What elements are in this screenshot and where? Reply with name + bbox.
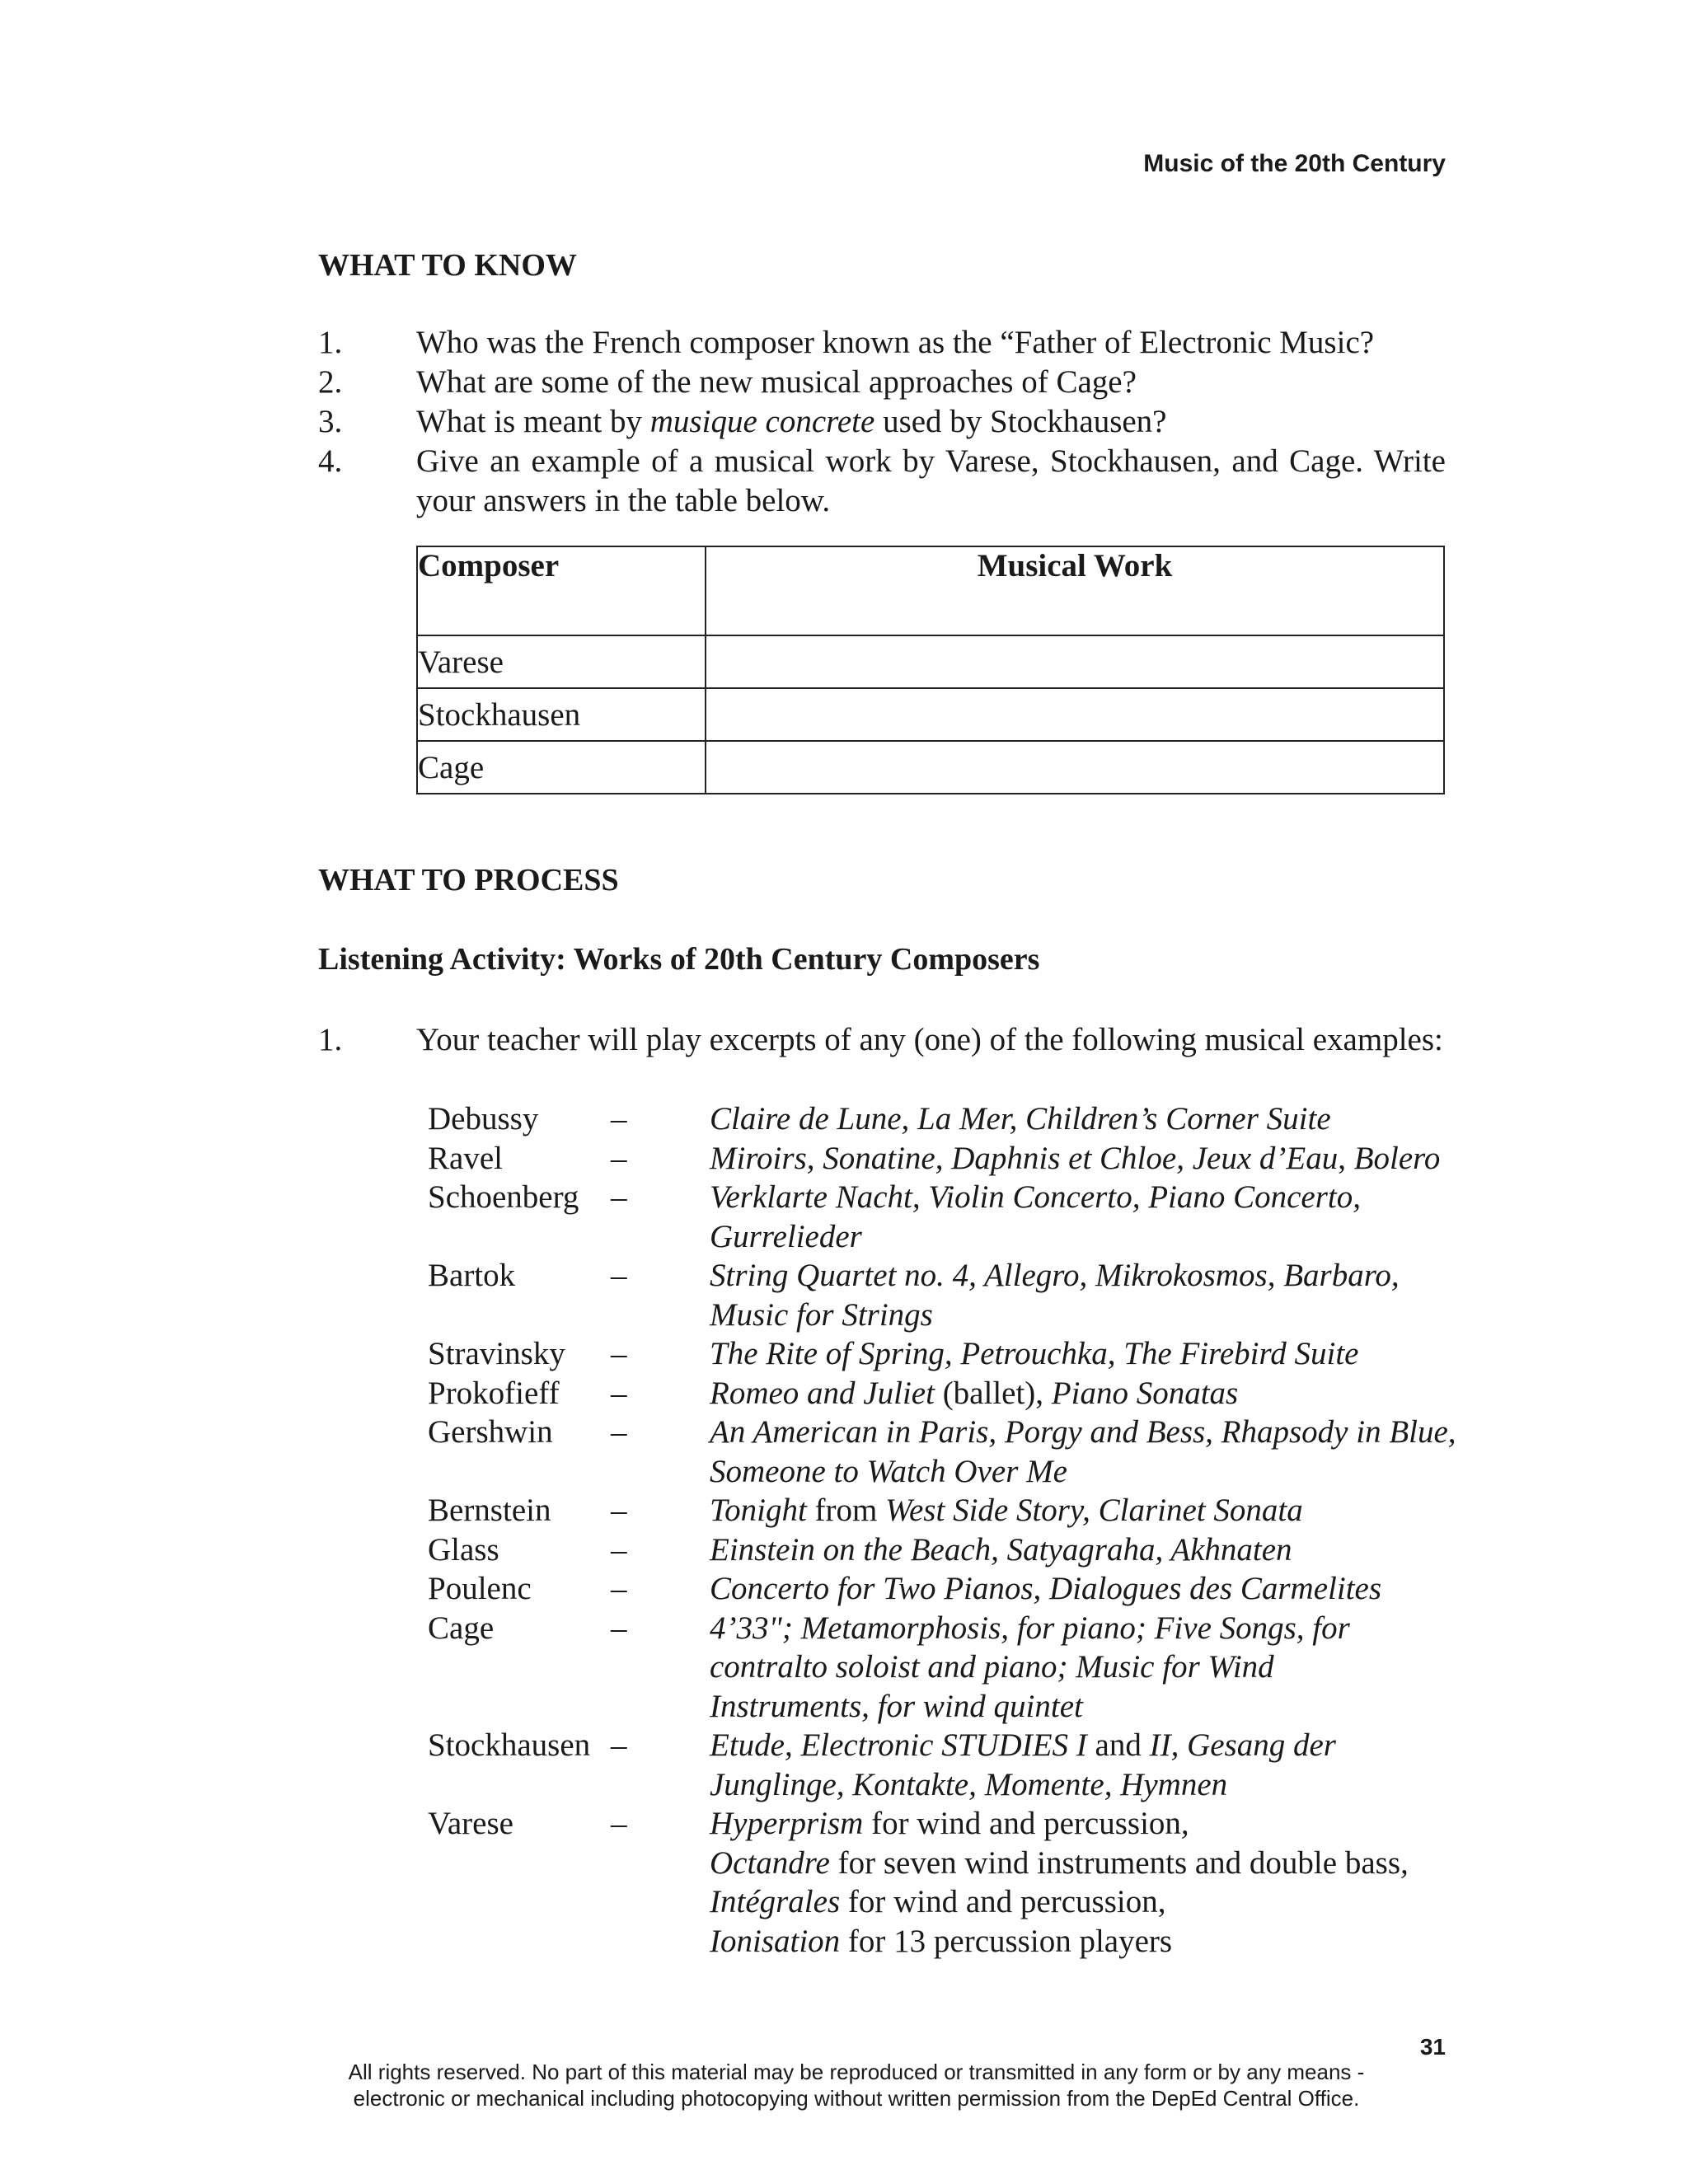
work-title-segment: 4’33"; Metamorphosis, for piano; Five Songs, for bbox=[710, 1610, 1350, 1646]
work-titles bbox=[710, 1609, 1450, 1727]
work-entry bbox=[428, 1178, 1450, 1256]
work-title-line bbox=[710, 1491, 1450, 1530]
work-title-segment: contralto soloist and piano; Music for Wind bbox=[710, 1649, 1274, 1685]
table-header-composer: Composer bbox=[417, 546, 706, 635]
work-title-line bbox=[710, 1452, 1456, 1492]
work-title-segment: West Side Story, Clarinet Sonata bbox=[885, 1493, 1303, 1528]
table-header-musical-work: Musical Work bbox=[706, 546, 1444, 635]
work-title-segment: String Quartet no. 4, Allegro, Mikrokosmos, Barbaro, bbox=[710, 1258, 1400, 1293]
work-composer: Glass bbox=[428, 1531, 499, 1568]
section-heading-what-to-process: WHAT TO PROCESS bbox=[318, 863, 619, 898]
question-item bbox=[318, 442, 1446, 521]
footer-line: electronic or mechanical including photocopying without written permission from the DepEd Central Office. bbox=[353, 2086, 1360, 2111]
work-titles bbox=[710, 1334, 1450, 1374]
work-title-segment: The Rite of Spring, Petrouchka, The Firebird Suite bbox=[710, 1336, 1359, 1371]
question-text: What are some of the new musical approaches of Cage? bbox=[416, 364, 1137, 400]
activity-title: Listening Activity: Works of 20th Century Composers bbox=[318, 942, 1040, 977]
work-titles bbox=[710, 1530, 1450, 1570]
table-cell-answer[interactable] bbox=[706, 635, 1444, 688]
work-title-line bbox=[710, 1178, 1450, 1217]
work-dash: – bbox=[611, 1571, 627, 1606]
work-title-segment: Octandre bbox=[710, 1844, 830, 1881]
section-heading-what-to-know: WHAT TO KNOW bbox=[318, 248, 577, 283]
work-title-line bbox=[710, 1609, 1450, 1648]
work-title-segment: , bbox=[1338, 1140, 1354, 1176]
work-title-segment: Gurrelieder bbox=[710, 1218, 862, 1254]
work-dash: – bbox=[611, 1140, 627, 1176]
work-title-segment: An American in Paris, Porgy and Bess, Rhapsody in Blue, bbox=[710, 1414, 1456, 1450]
work-title-segment: II, Gesang der bbox=[1149, 1727, 1336, 1763]
table-cell-answer[interactable] bbox=[706, 688, 1444, 741]
work-composer: Schoenberg bbox=[428, 1179, 579, 1215]
work-title-line bbox=[710, 1374, 1450, 1413]
work-title-segment: , bbox=[1400, 1844, 1409, 1881]
work-composer: Varese bbox=[428, 1806, 513, 1841]
work-title-segment: Romeo and Juliet bbox=[710, 1375, 935, 1411]
work-entry bbox=[428, 1569, 1450, 1609]
running-head: Music of the 20th Century bbox=[1143, 150, 1446, 177]
question-item bbox=[318, 363, 1446, 402]
work-title-segment: Bolero bbox=[1353, 1140, 1441, 1176]
work-title-line bbox=[710, 1647, 1450, 1687]
work-dash: – bbox=[611, 1806, 627, 1841]
instruction-number: 1. bbox=[318, 1022, 343, 1057]
work-composer: Stockhausen bbox=[428, 1727, 591, 1763]
work-title-segment: for wind and percussion, bbox=[840, 1884, 1166, 1919]
footer-line: All rights reserved. No part of this material may be reproduced or transmitted in any form or by any means - bbox=[348, 2060, 1365, 2084]
work-title-line bbox=[710, 1139, 1450, 1179]
work-title-line bbox=[710, 1099, 1450, 1139]
work-titles bbox=[710, 1726, 1450, 1804]
work-dash: – bbox=[611, 1610, 627, 1646]
work-title-segment: Intégrales bbox=[710, 1884, 841, 1919]
work-title-line bbox=[710, 1804, 1450, 1844]
table-cell-composer: Cage bbox=[417, 741, 706, 794]
work-entry bbox=[428, 1413, 1456, 1491]
work-entry bbox=[428, 1804, 1450, 1961]
work-title-line bbox=[710, 1296, 1450, 1335]
copyright-footer bbox=[0, 2059, 1688, 2111]
work-title-segment: (ballet), bbox=[934, 1375, 1052, 1411]
work-titles bbox=[710, 1491, 1450, 1530]
activity-instruction bbox=[318, 1020, 1544, 1060]
page-number: 31 bbox=[1419, 2034, 1446, 2060]
work-entry bbox=[428, 1099, 1450, 1139]
instruction-text: Your teacher will play excerpts of any (one) of the following musical examples: bbox=[416, 1022, 1443, 1057]
table-row bbox=[417, 688, 1444, 741]
work-titles bbox=[710, 1256, 1450, 1334]
work-dash: – bbox=[611, 1414, 627, 1450]
work-title-segment: from bbox=[806, 1493, 886, 1528]
work-dash: – bbox=[611, 1336, 627, 1371]
work-titles bbox=[710, 1178, 1450, 1256]
work-title-line bbox=[710, 1765, 1450, 1805]
work-title-line bbox=[710, 1530, 1450, 1570]
work-composer: Debussy bbox=[428, 1101, 539, 1137]
work-entry bbox=[428, 1256, 1450, 1334]
work-entry bbox=[428, 1726, 1450, 1804]
work-dash: – bbox=[611, 1101, 627, 1137]
work-composer: Gershwin bbox=[428, 1414, 553, 1450]
work-title-segment: Music for Strings bbox=[710, 1296, 933, 1333]
work-title-segment: Claire de Lune, La Mer, Children’s Corner Suite bbox=[710, 1101, 1331, 1137]
table-row bbox=[417, 635, 1444, 688]
question-item bbox=[318, 402, 1446, 442]
work-title-segment: Einstein on the Beach, Satyagraha, Akhnaten bbox=[710, 1531, 1292, 1568]
work-composer: Poulenc bbox=[428, 1571, 532, 1606]
work-title-segment: for wind and percussion bbox=[863, 1806, 1181, 1841]
work-title-line bbox=[710, 1844, 1450, 1883]
composer-work-table bbox=[416, 546, 1445, 794]
work-entry bbox=[428, 1609, 1450, 1727]
work-composer: Stravinsky bbox=[428, 1336, 565, 1371]
work-entry bbox=[428, 1374, 1450, 1413]
work-title-segment: Junglinge, Kontakte, Momente, Hymnen bbox=[710, 1766, 1228, 1802]
work-title-segment: , bbox=[1180, 1806, 1189, 1841]
work-title-line bbox=[710, 1687, 1450, 1727]
works-list bbox=[428, 1099, 1456, 1961]
work-title-segment: and bbox=[1086, 1727, 1150, 1763]
question-list bbox=[318, 323, 1446, 521]
question-text: Give an example of a musical work by Varese, Stockhausen, and Cage. Write your answers in the table below. bbox=[416, 443, 1446, 518]
work-titles bbox=[710, 1099, 1450, 1139]
table-header-row bbox=[417, 546, 1444, 635]
work-title-segment: Concerto for Two Pianos, Dialogues des Carmelites bbox=[710, 1571, 1382, 1606]
work-composer: Prokofieff bbox=[428, 1375, 560, 1411]
work-title-segment: Instruments, for wind quintet bbox=[710, 1688, 1083, 1724]
work-title-segment: Tonight bbox=[710, 1493, 807, 1528]
work-title-segment: Ionisation bbox=[710, 1923, 841, 1959]
work-entry bbox=[428, 1139, 1450, 1179]
work-composer: Cage bbox=[428, 1610, 495, 1646]
work-dash: – bbox=[611, 1179, 627, 1215]
work-composer: Bernstein bbox=[428, 1493, 551, 1528]
work-title-segment: Etude, Electronic STUDIES I bbox=[710, 1727, 1087, 1763]
work-titles bbox=[710, 1413, 1456, 1491]
question-text-before: What is meant by bbox=[416, 404, 650, 439]
work-titles bbox=[710, 1804, 1450, 1961]
work-title-line bbox=[710, 1334, 1450, 1374]
work-dash: – bbox=[611, 1531, 627, 1568]
work-composer: Bartok bbox=[428, 1258, 516, 1293]
work-dash: – bbox=[611, 1375, 627, 1411]
work-title-line bbox=[710, 1726, 1450, 1765]
work-title-segment: Someone to Watch Over Me bbox=[710, 1453, 1067, 1489]
work-composer: Ravel bbox=[428, 1140, 503, 1176]
work-titles bbox=[710, 1139, 1450, 1179]
work-title-segment: for seven wind instruments and double bass bbox=[829, 1844, 1400, 1881]
work-dash: – bbox=[611, 1493, 627, 1528]
work-title-line bbox=[710, 1413, 1456, 1452]
question-number: 1. bbox=[318, 325, 343, 360]
table-cell-answer[interactable] bbox=[706, 741, 1444, 794]
work-title-line bbox=[710, 1217, 1450, 1257]
work-entry bbox=[428, 1334, 1450, 1374]
work-title-line bbox=[710, 1256, 1450, 1296]
work-entry bbox=[428, 1491, 1450, 1530]
question-number: 2. bbox=[318, 364, 343, 400]
work-title-segment: Miroirs, Sonatine, Daphnis et Chloe, Jeux d’Eau bbox=[710, 1140, 1339, 1176]
work-entry bbox=[428, 1530, 1450, 1570]
question-number: 4. bbox=[318, 443, 343, 479]
work-title-line bbox=[710, 1882, 1450, 1922]
question-number: 3. bbox=[318, 404, 343, 439]
work-dash: – bbox=[611, 1727, 627, 1763]
work-title-segment: Piano Sonatas bbox=[1051, 1375, 1239, 1411]
question-text-after: used by Stockhausen? bbox=[874, 404, 1167, 439]
work-title-segment: Verklarte Nacht, Violin Concerto, Piano Concerto, bbox=[710, 1179, 1361, 1215]
question-item bbox=[318, 323, 1446, 363]
work-titles bbox=[710, 1569, 1450, 1609]
work-titles bbox=[710, 1374, 1450, 1413]
table-cell-composer: Stockhausen bbox=[417, 688, 706, 741]
work-title-line bbox=[710, 1569, 1450, 1609]
question-term: musique concrete bbox=[649, 404, 875, 439]
question-text: Who was the French composer known as the “Father of Electronic Music? bbox=[416, 325, 1375, 360]
table-row bbox=[417, 741, 1444, 794]
work-title-line bbox=[710, 1922, 1450, 1961]
work-title-segment: for 13 percussion players bbox=[840, 1923, 1173, 1959]
work-title-segment: Hyperprism bbox=[710, 1806, 864, 1841]
work-dash: – bbox=[611, 1258, 627, 1293]
table-cell-composer: Varese bbox=[417, 635, 706, 688]
